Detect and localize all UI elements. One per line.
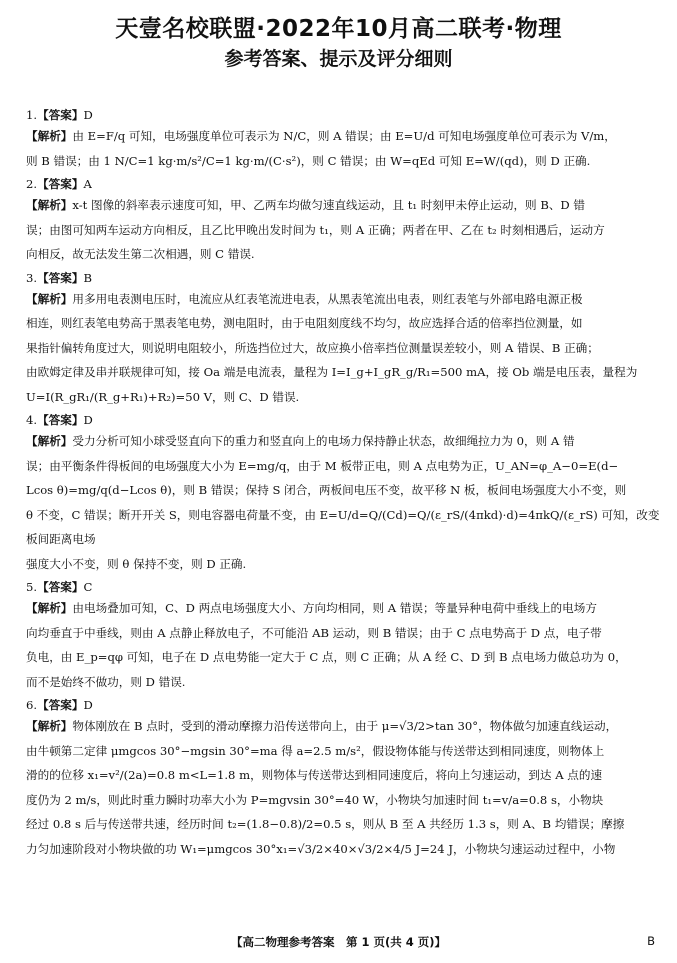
question-block [26,175,660,267]
analysis-line-text: 误；由平衡条件得板间的电场强度大小为 E=mg/q，由于 M 板带正电，则 A 点电势为正，U_AN=φ_A−0=E(d− [26,458,619,473]
analysis-line-text: 物体刚放在 B 点时，受到的滑动摩擦力沿传送带向上，由于 μ=√3/2>tan 30°，物体做匀加速直线运动， [72,719,618,733]
answer-line [26,269,660,287]
question-number: 2. [26,177,38,191]
question-number: 6. [26,698,38,712]
question-block [26,411,660,576]
analysis-line-text: 误；由图可知两车运动方向相反，且乙比甲晚出发时间为 t₁，则 A 正确；两者在甲、乙在 t₂ 时刻相遇后，运动方 [26,222,605,237]
question-number: 5. [26,580,38,594]
analysis-label: 【解析】 [26,434,73,448]
analysis-line [26,311,660,336]
analysis-line [26,670,660,695]
analysis-line [26,621,660,646]
question-block [26,106,660,173]
analysis-line-text: 滑的的位移 x₁=v²/(2a)=0.8 m<L=1.8 m，则物体与传送带达到相同速度后，将向上匀速运动，到达 A 点的速 [26,768,603,782]
analysis-line-text: 由电场叠加可知，C、D 两点电场强度大小、方向均相同，则 A 错误；等量异种电荷中垂线上的电场方 [72,601,597,615]
analysis-line [26,812,660,837]
analysis-line [26,478,660,503]
footer-version-letter: B [647,934,655,948]
analysis-text [26,124,660,173]
analysis-line [26,360,660,385]
analysis-text [26,429,660,576]
analysis-line [26,788,660,813]
analysis-line-text: 经过 0.8 s 后与传送带共速，经历时间 t₂=(1.8−0.8)/2=0.5 s，则从 B 至 A 共经历 1.3 s，则 A、B 均错误；摩擦 [26,817,625,831]
analysis-line-text: 而不是始终不做功，则 D 错误. [26,674,186,689]
answer-label: 【答案】 [37,177,84,191]
analysis-line [26,124,660,149]
analysis-line-text: 相连，则红表笔电势高于黑表笔电势，测电阻时，由于电阻刻度线不均匀，故应选择合适的倍率挡位测量，如 [26,316,583,330]
analysis-line [26,763,660,788]
answer-value: D [83,698,93,712]
question-number: 1. [26,108,38,122]
analysis-line [26,429,660,454]
analysis-line-text: 用多用电表测电压时，电流应从红表笔流进电表，从黑表笔流出电表，则红表笔与外部电路电源正极 [72,291,583,306]
analysis-line [26,454,660,479]
analysis-line-text: 由欧姆定律及串并联规律可知，接 Oa 端是电流表，量程为 I=I_g+I_gR_g/R₁=500 mA，接 Ob 端是电压表，量程为 [26,365,638,379]
analysis-line-text: 由牛顿第二定律 μmgcos 30°−mgsin 30°=ma 得 a=2.5 m/s²，假设物体能与传送带达到相同速度，则物体上 [26,743,605,758]
analysis-line-text: 向相反，故无法发生第二次相遇，则 C 错误. [26,247,255,261]
page-title: 天壹名校联盟·2022年10月高二联考·物理 [115,16,562,42]
analysis-line-text: 由 E=F/q 可知，电场强度单位可表示为 N/C，则 A 错误；由 E=U/d 可知电场强度单位可表示为 V/m， [72,129,616,143]
analysis-line [26,552,660,577]
answer-line [26,411,660,429]
analysis-line-text: 强度大小不变，则 θ 保持不变，则 D 正确. [26,556,247,571]
question-block [26,696,660,861]
question-number: 3. [26,270,38,285]
analysis-text [26,193,660,267]
analysis-label: 【解析】 [26,601,73,615]
analysis-line-text: 力匀加速阶段对小物块做的功 W₁=μmgcos 30°x₁=√3/2×40×√3/2×4/5 J=24 J，小物块匀速运动过程中，小物 [26,841,616,856]
answer-line [26,578,660,596]
analysis-line [26,503,660,552]
analysis-line-text: 度仍为 2 m/s，则此时重力瞬时功率大小为 P=mgvsin 30°=40 W，小物块匀加速时间 t₁=v/a=0.8 s，小物块 [26,792,604,807]
analysis-line [26,242,660,267]
analysis-line-text: 负电，由 E_p=qφ 可知，电子在 D 点电势能一定大于 C 点，则 C 正确；从 A 经 C、D 到 B 点电场力做总功为 0， [26,650,627,664]
answer-line [26,696,660,714]
answer-line [26,106,660,124]
analysis-text [26,287,660,410]
answer-value: D [83,108,93,122]
analysis-line [26,287,660,312]
page-subtitle: 参考答案、提示及评分细则 [224,48,453,70]
answer-label: 【答案】 [37,270,84,285]
analysis-line [26,596,660,621]
answer-label: 【答案】 [37,580,84,594]
analysis-line [26,193,660,218]
analysis-line [26,385,660,410]
analysis-line-text: Lcos θ)=mg/q(d−Lcos θ)，则 B 错误；保持 S 闭合，两板间电压不变，故平移 N 板，板间电场强度大小不变，则 [26,483,627,497]
analysis-label: 【解析】 [26,129,73,143]
analysis-line-text: U=I(R_gR₁/(R_g+R₁)+R₂)=50 V，则 C、D 错误. [26,389,300,404]
analysis-line [26,837,660,862]
analysis-text [26,596,660,694]
analysis-line [26,739,660,764]
answer-value: B [83,270,92,285]
answer-value: A [83,177,92,191]
analysis-line [26,149,660,174]
analysis-line-text: 则 B 错误；由 1 N/C=1 kg·m/s²/C=1 kg·m/(C·s²)，则 C 错误；由 W=qEd 可知 E=W/(qd)，则 D 正确. [26,153,591,168]
analysis-text [26,714,660,861]
question-block [26,578,660,694]
analysis-line-text: x-t 图像的斜率表示速度可知，甲、乙两车均做匀速直线运动，且 t₁ 时刻甲未停止运动，则 B、D 错 [72,198,586,212]
answer-label: 【答案】 [37,413,84,427]
analysis-line [26,645,660,670]
answer-line [26,175,660,193]
analysis-line [26,714,660,739]
analysis-line-text: 果指针偏转角度过大，则说明电阻较小，所选挡位过大，故应换小倍率挡位测量误差较小，则 A 错误、B 正确； [26,340,599,355]
answer-content [26,104,660,861]
analysis-line-text: 受力分析可知小球受竖直向下的重力和竖直向上的电场力保持静止状态，故细绳拉力为 0，则 A 错 [72,434,575,448]
analysis-label: 【解析】 [26,291,73,306]
question-number: 4. [26,413,38,427]
analysis-line-text: θ 不变，C 错误；断开开关 S，则电容器电荷量不变，由 E=U/d=Q/(Cd)=Q/(ε_rS/(4πkd)·d)=4πkQ/(ε_rS) 可知，改变板间距离电场 [26,507,660,546]
analysis-line [26,218,660,243]
analysis-label: 【解析】 [26,719,73,733]
analysis-line [26,336,660,361]
answer-value: D [83,413,93,427]
answer-label: 【答案】 [37,698,84,712]
analysis-label: 【解析】 [26,198,73,212]
footer-page-info: 【高二物理参考答案 第 1 页(共 4 页)】 [230,935,447,949]
question-block [26,269,660,410]
analysis-line-text: 向均垂直于中垂线，则由 A 点静止释放电子，不可能沿 AB 运动，则 B 错误；由于 C 点电势高于 D 点，电子带 [26,625,602,640]
answer-value: C [83,580,93,594]
answer-label: 【答案】 [37,108,84,122]
